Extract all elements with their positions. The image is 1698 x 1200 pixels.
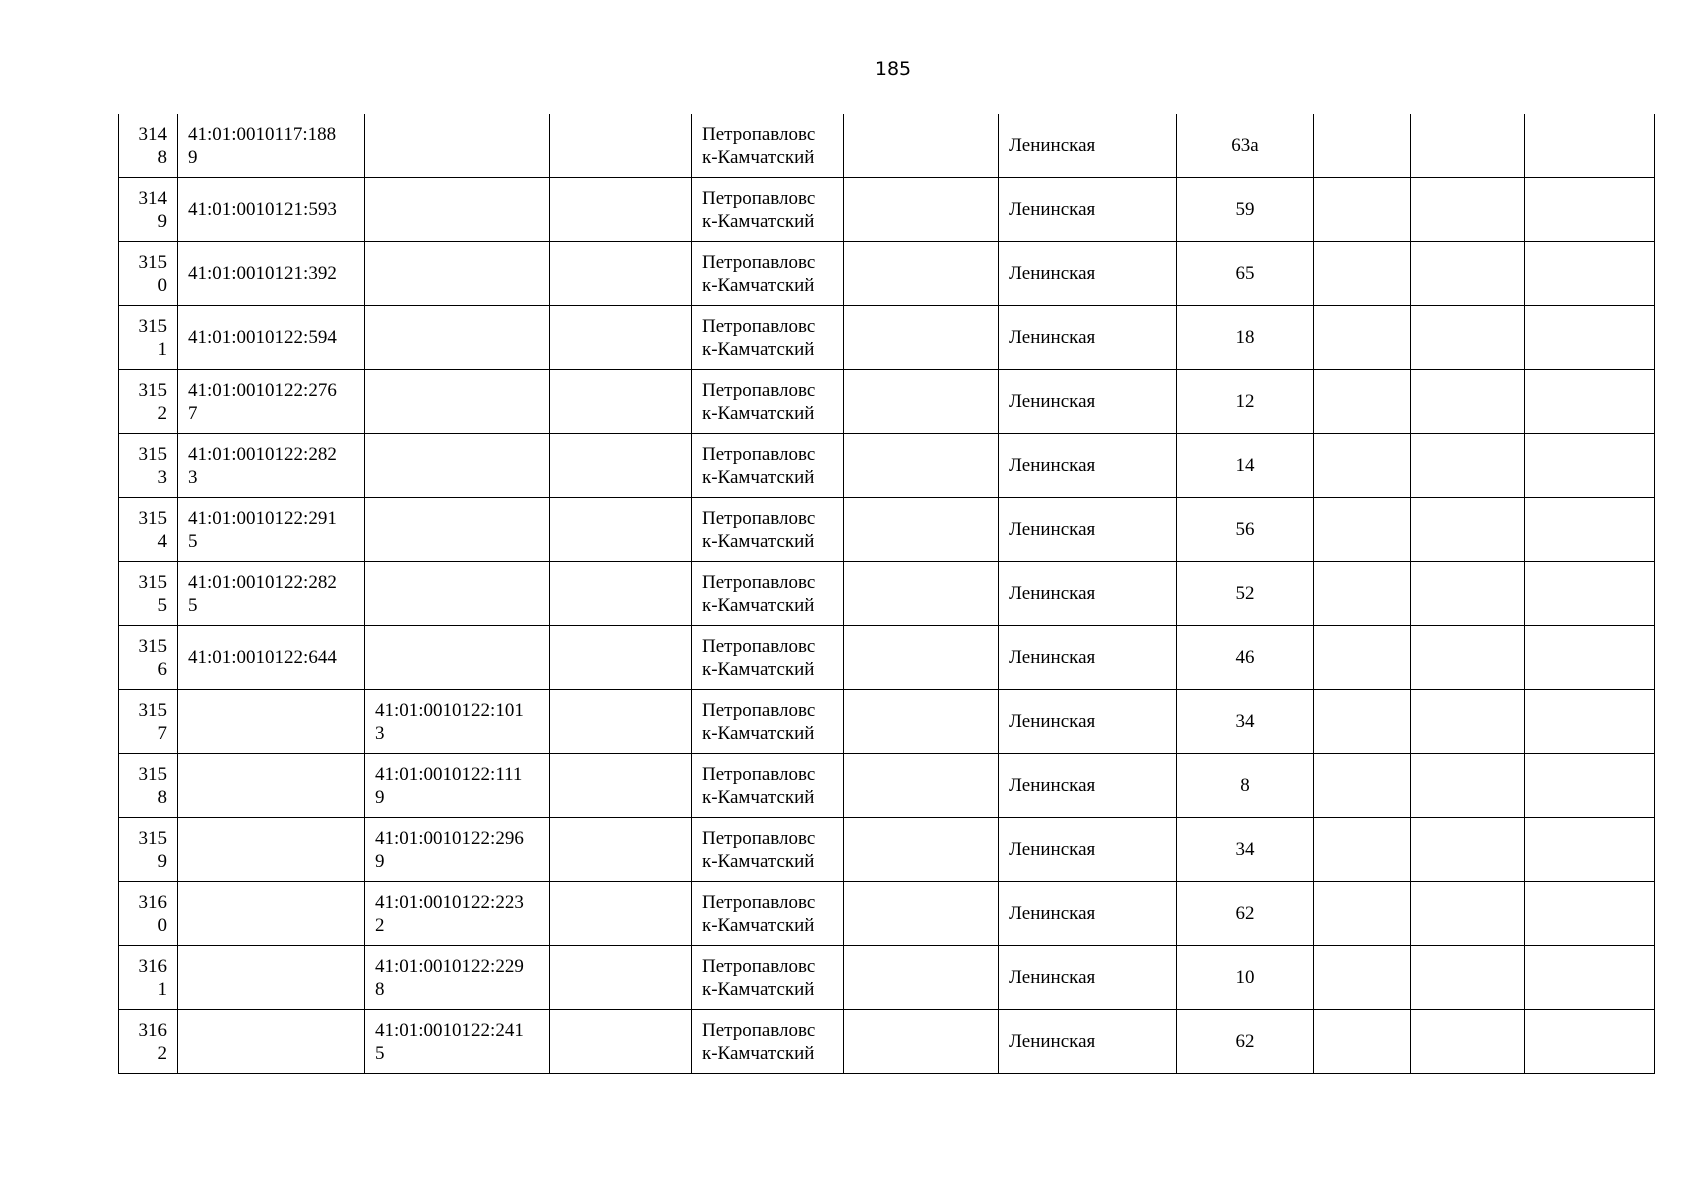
row-number-cell bbox=[119, 754, 178, 818]
building-cadastral-cell bbox=[365, 626, 550, 690]
land-cadastral-number-line: 41:01:0010122:282 bbox=[188, 443, 337, 465]
street-name: Ленинская bbox=[1009, 391, 1096, 412]
table-row bbox=[119, 114, 1655, 178]
city-cell bbox=[692, 690, 844, 754]
city-name-line: Петропавловс bbox=[702, 1019, 816, 1041]
row-number-line: 5 bbox=[157, 594, 167, 616]
table-row bbox=[119, 434, 1655, 498]
building-cadastral-cell bbox=[365, 754, 550, 818]
city-name-line: Петропавловс bbox=[702, 251, 816, 273]
land-cadastral-cell bbox=[178, 242, 365, 306]
house-number: 12 bbox=[1235, 391, 1255, 412]
empty-cell bbox=[1411, 242, 1525, 306]
empty-cell bbox=[1525, 242, 1655, 306]
building-cadastral-cell bbox=[365, 370, 550, 434]
land-cadastral-cell bbox=[178, 1010, 365, 1074]
land-cadastral-number-line: 5 bbox=[188, 594, 198, 616]
row-number-line: 315 bbox=[138, 315, 167, 337]
city-name-line: Петропавловс bbox=[702, 507, 816, 529]
row-number-line: 314 bbox=[138, 123, 167, 145]
table-row bbox=[119, 754, 1655, 818]
street-cell bbox=[999, 370, 1177, 434]
house-number: 59 bbox=[1235, 199, 1255, 220]
land-cadastral-number-line: 41:01:0010122:276 bbox=[188, 379, 337, 401]
table-row bbox=[119, 370, 1655, 434]
street-name: Ленинская bbox=[1009, 1031, 1096, 1052]
empty-cell bbox=[550, 242, 692, 306]
empty-cell bbox=[550, 114, 692, 178]
land-cadastral-cell bbox=[178, 690, 365, 754]
city-cell bbox=[692, 434, 844, 498]
building-cadastral-number-line: 9 bbox=[375, 850, 385, 872]
land-cadastral-cell bbox=[178, 562, 365, 626]
empty-cell bbox=[550, 306, 692, 370]
empty-cell bbox=[550, 178, 692, 242]
street-name: Ленинская bbox=[1009, 775, 1096, 796]
house-number: 46 bbox=[1235, 647, 1255, 668]
city-cell bbox=[692, 562, 844, 626]
city-name-line: к-Камчатский bbox=[702, 146, 815, 168]
city-name-line: Петропавловс bbox=[702, 891, 816, 913]
city-name-line: к-Камчатский bbox=[702, 466, 815, 488]
row-number-line: 316 bbox=[138, 891, 167, 913]
city-name-line: Петропавловс bbox=[702, 315, 816, 337]
land-cadastral-number-line: 41:01:0010122:644 bbox=[188, 647, 337, 668]
table-row bbox=[119, 626, 1655, 690]
house-number-cell bbox=[1177, 178, 1314, 242]
row-number-line: 8 bbox=[157, 146, 167, 168]
land-cadastral-number-line: 41:01:0010122:282 bbox=[188, 571, 337, 593]
empty-cell bbox=[1411, 562, 1525, 626]
empty-cell bbox=[550, 370, 692, 434]
empty-cell bbox=[844, 178, 999, 242]
row-number-cell bbox=[119, 370, 178, 434]
city-cell bbox=[692, 306, 844, 370]
empty-cell bbox=[1411, 434, 1525, 498]
land-cadastral-number-line: 41:01:0010122:291 bbox=[188, 507, 337, 529]
street-name: Ленинская bbox=[1009, 327, 1096, 348]
house-number-cell bbox=[1177, 818, 1314, 882]
land-cadastral-number-line: 41:01:0010121:593 bbox=[188, 199, 337, 220]
street-cell bbox=[999, 306, 1177, 370]
building-cadastral-number-line: 41:01:0010122:229 bbox=[375, 955, 524, 977]
table-row bbox=[119, 1010, 1655, 1074]
street-cell bbox=[999, 882, 1177, 946]
street-cell bbox=[999, 114, 1177, 178]
city-name-line: Петропавловс bbox=[702, 955, 816, 977]
empty-cell bbox=[1314, 1010, 1411, 1074]
house-number-cell bbox=[1177, 306, 1314, 370]
city-name-line: к-Камчатский bbox=[702, 850, 815, 872]
house-number-cell bbox=[1177, 434, 1314, 498]
registry-table bbox=[118, 114, 1655, 1074]
street-cell bbox=[999, 754, 1177, 818]
city-name-line: Петропавловс bbox=[702, 123, 816, 145]
empty-cell bbox=[1314, 178, 1411, 242]
empty-cell bbox=[844, 690, 999, 754]
street-name: Ленинская bbox=[1009, 839, 1096, 860]
street-cell bbox=[999, 434, 1177, 498]
building-cadastral-cell bbox=[365, 498, 550, 562]
row-number-cell bbox=[119, 242, 178, 306]
land-cadastral-number-line: 41:01:0010117:188 bbox=[188, 123, 337, 145]
row-number-line: 9 bbox=[157, 850, 167, 872]
house-number-cell bbox=[1177, 754, 1314, 818]
empty-cell bbox=[1314, 114, 1411, 178]
street-name: Ленинская bbox=[1009, 711, 1096, 732]
row-number-cell bbox=[119, 882, 178, 946]
house-number: 56 bbox=[1235, 519, 1255, 540]
building-cadastral-number-line: 9 bbox=[375, 786, 385, 808]
city-name-line: к-Камчатский bbox=[702, 274, 815, 296]
empty-cell bbox=[1314, 242, 1411, 306]
house-number-cell bbox=[1177, 114, 1314, 178]
row-number-line: 1 bbox=[157, 338, 167, 360]
table-row bbox=[119, 306, 1655, 370]
city-name-line: к-Камчатский bbox=[702, 786, 815, 808]
row-number-line: 314 bbox=[138, 187, 167, 209]
empty-cell bbox=[550, 754, 692, 818]
row-number-line: 315 bbox=[138, 379, 167, 401]
row-number-line: 2 bbox=[157, 1042, 167, 1064]
row-number-line: 315 bbox=[138, 763, 167, 785]
house-number-cell bbox=[1177, 562, 1314, 626]
empty-cell bbox=[550, 626, 692, 690]
house-number-cell bbox=[1177, 690, 1314, 754]
building-cadastral-number-line: 2 bbox=[375, 914, 385, 936]
empty-cell bbox=[844, 818, 999, 882]
row-number-cell bbox=[119, 562, 178, 626]
empty-cell bbox=[844, 370, 999, 434]
empty-cell bbox=[1525, 114, 1655, 178]
street-name: Ленинская bbox=[1009, 903, 1096, 924]
empty-cell bbox=[1411, 690, 1525, 754]
empty-cell bbox=[1411, 754, 1525, 818]
city-name-line: к-Камчатский bbox=[702, 1042, 815, 1064]
empty-cell bbox=[550, 562, 692, 626]
empty-cell bbox=[1525, 370, 1655, 434]
row-number-cell bbox=[119, 498, 178, 562]
empty-cell bbox=[1525, 882, 1655, 946]
row-number-cell bbox=[119, 434, 178, 498]
empty-cell bbox=[1525, 626, 1655, 690]
row-number-line: 315 bbox=[138, 635, 167, 657]
street-cell bbox=[999, 626, 1177, 690]
building-cadastral-number-line: 41:01:0010122:241 bbox=[375, 1019, 524, 1041]
city-cell bbox=[692, 882, 844, 946]
street-name: Ленинская bbox=[1009, 519, 1096, 540]
table-row bbox=[119, 178, 1655, 242]
row-number-line: 315 bbox=[138, 827, 167, 849]
empty-cell bbox=[1411, 882, 1525, 946]
city-cell bbox=[692, 1010, 844, 1074]
street-cell bbox=[999, 946, 1177, 1010]
building-cadastral-cell bbox=[365, 690, 550, 754]
street-cell bbox=[999, 498, 1177, 562]
building-cadastral-number-line: 3 bbox=[375, 722, 385, 744]
city-name-line: к-Камчатский bbox=[702, 402, 815, 424]
empty-cell bbox=[550, 882, 692, 946]
city-cell bbox=[692, 818, 844, 882]
table-row bbox=[119, 562, 1655, 626]
registry-body bbox=[119, 114, 1655, 1074]
city-name-line: к-Камчатский bbox=[702, 978, 815, 1000]
row-number-cell bbox=[119, 178, 178, 242]
row-number-cell bbox=[119, 690, 178, 754]
row-number-line: 316 bbox=[138, 1019, 167, 1041]
table-row bbox=[119, 242, 1655, 306]
street-cell bbox=[999, 818, 1177, 882]
empty-cell bbox=[1525, 1010, 1655, 1074]
street-cell bbox=[999, 1010, 1177, 1074]
land-cadastral-number-line: 3 bbox=[188, 466, 198, 488]
empty-cell bbox=[1314, 434, 1411, 498]
empty-cell bbox=[1314, 882, 1411, 946]
row-number-cell bbox=[119, 1010, 178, 1074]
land-cadastral-number-line: 41:01:0010121:392 bbox=[188, 263, 337, 284]
city-name-line: к-Камчатский bbox=[702, 594, 815, 616]
city-name-line: Петропавловс bbox=[702, 443, 816, 465]
empty-cell bbox=[844, 242, 999, 306]
street-name: Ленинская bbox=[1009, 199, 1096, 220]
empty-cell bbox=[1411, 370, 1525, 434]
house-number: 34 bbox=[1235, 711, 1255, 732]
city-name-line: к-Камчатский bbox=[702, 210, 815, 232]
house-number-cell bbox=[1177, 370, 1314, 434]
city-name-line: Петропавловс bbox=[702, 699, 816, 721]
row-number-line: 1 bbox=[157, 978, 167, 1000]
street-cell bbox=[999, 690, 1177, 754]
building-cadastral-cell bbox=[365, 306, 550, 370]
city-name-line: к-Камчатский bbox=[702, 658, 815, 680]
empty-cell bbox=[1411, 306, 1525, 370]
building-cadastral-cell bbox=[365, 882, 550, 946]
empty-cell bbox=[1525, 434, 1655, 498]
building-cadastral-cell bbox=[365, 242, 550, 306]
city-name-line: к-Камчатский bbox=[702, 530, 815, 552]
city-cell bbox=[692, 114, 844, 178]
building-cadastral-number-line: 41:01:0010122:223 bbox=[375, 891, 524, 913]
empty-cell bbox=[1314, 626, 1411, 690]
house-number: 65 bbox=[1235, 263, 1255, 284]
empty-cell bbox=[550, 1010, 692, 1074]
empty-cell bbox=[1411, 1010, 1525, 1074]
land-cadastral-number-line: 5 bbox=[188, 530, 198, 552]
land-cadastral-cell bbox=[178, 114, 365, 178]
row-number-cell bbox=[119, 306, 178, 370]
row-number-line: 3 bbox=[157, 466, 167, 488]
house-number: 62 bbox=[1235, 1031, 1255, 1052]
empty-cell bbox=[1411, 626, 1525, 690]
city-cell bbox=[692, 946, 844, 1010]
empty-cell bbox=[1411, 178, 1525, 242]
empty-cell bbox=[844, 754, 999, 818]
street-name: Ленинская bbox=[1009, 455, 1096, 476]
empty-cell bbox=[1525, 754, 1655, 818]
city-name-line: к-Камчатский bbox=[702, 722, 815, 744]
house-number: 52 bbox=[1235, 583, 1255, 604]
street-name: Ленинская bbox=[1009, 135, 1096, 156]
city-cell bbox=[692, 178, 844, 242]
empty-cell bbox=[1411, 498, 1525, 562]
row-number-cell bbox=[119, 818, 178, 882]
empty-cell bbox=[844, 498, 999, 562]
empty-cell bbox=[1525, 690, 1655, 754]
house-number-cell bbox=[1177, 626, 1314, 690]
street-name: Ленинская bbox=[1009, 647, 1096, 668]
empty-cell bbox=[1525, 306, 1655, 370]
table-row bbox=[119, 498, 1655, 562]
row-number-line: 0 bbox=[157, 274, 167, 296]
building-cadastral-cell bbox=[365, 114, 550, 178]
land-cadastral-number-line: 41:01:0010122:594 bbox=[188, 327, 337, 348]
empty-cell bbox=[1411, 818, 1525, 882]
empty-cell bbox=[550, 434, 692, 498]
land-cadastral-number-line: 7 bbox=[188, 402, 198, 424]
empty-cell bbox=[1525, 818, 1655, 882]
city-name-line: Петропавловс bbox=[702, 635, 816, 657]
empty-cell bbox=[1525, 178, 1655, 242]
row-number-cell bbox=[119, 626, 178, 690]
house-number-cell bbox=[1177, 498, 1314, 562]
empty-cell bbox=[1411, 946, 1525, 1010]
street-cell bbox=[999, 178, 1177, 242]
land-cadastral-cell bbox=[178, 818, 365, 882]
city-name-line: Петропавловс bbox=[702, 827, 816, 849]
house-number: 8 bbox=[1240, 775, 1250, 796]
house-number-cell bbox=[1177, 946, 1314, 1010]
land-cadastral-number-line: 9 bbox=[188, 146, 198, 168]
land-cadastral-cell bbox=[178, 946, 365, 1010]
city-cell bbox=[692, 370, 844, 434]
building-cadastral-cell bbox=[365, 946, 550, 1010]
house-number-cell bbox=[1177, 1010, 1314, 1074]
empty-cell bbox=[1314, 562, 1411, 626]
row-number-cell bbox=[119, 946, 178, 1010]
empty-cell bbox=[1411, 114, 1525, 178]
empty-cell bbox=[550, 498, 692, 562]
land-cadastral-cell bbox=[178, 498, 365, 562]
house-number: 62 bbox=[1235, 903, 1255, 924]
land-cadastral-cell bbox=[178, 370, 365, 434]
empty-cell bbox=[844, 626, 999, 690]
street-cell bbox=[999, 242, 1177, 306]
city-name-line: к-Камчатский bbox=[702, 338, 815, 360]
row-number-line: 8 bbox=[157, 786, 167, 808]
row-number-line: 4 bbox=[157, 530, 167, 552]
row-number-line: 315 bbox=[138, 443, 167, 465]
building-cadastral-cell bbox=[365, 562, 550, 626]
empty-cell bbox=[1314, 690, 1411, 754]
street-name: Ленинская bbox=[1009, 263, 1096, 284]
empty-cell bbox=[1525, 562, 1655, 626]
table-row bbox=[119, 818, 1655, 882]
city-cell bbox=[692, 626, 844, 690]
city-name-line: Петропавловс bbox=[702, 763, 816, 785]
house-number: 10 bbox=[1235, 967, 1255, 988]
street-name: Ленинская bbox=[1009, 583, 1096, 604]
street-cell bbox=[999, 562, 1177, 626]
building-cadastral-number-line: 41:01:0010122:111 bbox=[375, 763, 523, 785]
land-cadastral-cell bbox=[178, 882, 365, 946]
empty-cell bbox=[550, 690, 692, 754]
building-cadastral-number-line: 41:01:0010122:101 bbox=[375, 699, 524, 721]
building-cadastral-cell bbox=[365, 1010, 550, 1074]
empty-cell bbox=[550, 946, 692, 1010]
city-cell bbox=[692, 242, 844, 306]
empty-cell bbox=[1314, 754, 1411, 818]
empty-cell bbox=[550, 818, 692, 882]
table-row bbox=[119, 690, 1655, 754]
row-number-line: 9 bbox=[157, 210, 167, 232]
row-number-line: 2 bbox=[157, 402, 167, 424]
land-cadastral-cell bbox=[178, 626, 365, 690]
empty-cell bbox=[1314, 370, 1411, 434]
empty-cell bbox=[844, 562, 999, 626]
table-row bbox=[119, 946, 1655, 1010]
city-name-line: Петропавловс bbox=[702, 379, 816, 401]
empty-cell bbox=[1314, 818, 1411, 882]
house-number: 14 bbox=[1235, 455, 1255, 476]
city-cell bbox=[692, 498, 844, 562]
row-number-line: 315 bbox=[138, 571, 167, 593]
empty-cell bbox=[844, 946, 999, 1010]
empty-cell bbox=[1314, 498, 1411, 562]
building-cadastral-number-line: 5 bbox=[375, 1042, 385, 1064]
empty-cell bbox=[844, 114, 999, 178]
building-cadastral-number-line: 41:01:0010122:296 bbox=[375, 827, 524, 849]
house-number: 34 bbox=[1235, 839, 1255, 860]
row-number-line: 316 bbox=[138, 955, 167, 977]
city-name-line: к-Камчатский bbox=[702, 914, 815, 936]
city-name-line: Петропавловс bbox=[702, 187, 816, 209]
row-number-cell bbox=[119, 114, 178, 178]
house-number: 63а bbox=[1231, 135, 1259, 156]
street-name: Ленинская bbox=[1009, 967, 1096, 988]
land-cadastral-cell bbox=[178, 434, 365, 498]
table-row bbox=[119, 882, 1655, 946]
row-number-line: 7 bbox=[157, 722, 167, 744]
building-cadastral-cell bbox=[365, 818, 550, 882]
row-number-line: 315 bbox=[138, 507, 167, 529]
house-number-cell bbox=[1177, 242, 1314, 306]
building-cadastral-cell bbox=[365, 178, 550, 242]
house-number: 18 bbox=[1235, 327, 1255, 348]
land-cadastral-cell bbox=[178, 754, 365, 818]
city-name-line: Петропавловс bbox=[702, 571, 816, 593]
empty-cell bbox=[844, 306, 999, 370]
empty-cell bbox=[844, 434, 999, 498]
empty-cell bbox=[844, 882, 999, 946]
city-cell bbox=[692, 754, 844, 818]
land-cadastral-cell bbox=[178, 306, 365, 370]
row-number-line: 6 bbox=[157, 658, 167, 680]
empty-cell bbox=[1314, 306, 1411, 370]
empty-cell bbox=[1525, 946, 1655, 1010]
empty-cell bbox=[1314, 946, 1411, 1010]
house-number-cell bbox=[1177, 882, 1314, 946]
building-cadastral-cell bbox=[365, 434, 550, 498]
empty-cell bbox=[844, 1010, 999, 1074]
row-number-line: 315 bbox=[138, 251, 167, 273]
empty-cell bbox=[1525, 498, 1655, 562]
row-number-line: 0 bbox=[157, 914, 167, 936]
row-number-line: 315 bbox=[138, 699, 167, 721]
land-cadastral-cell bbox=[178, 178, 365, 242]
building-cadastral-number-line: 8 bbox=[375, 978, 385, 1000]
page-number: 185 bbox=[874, 58, 912, 80]
